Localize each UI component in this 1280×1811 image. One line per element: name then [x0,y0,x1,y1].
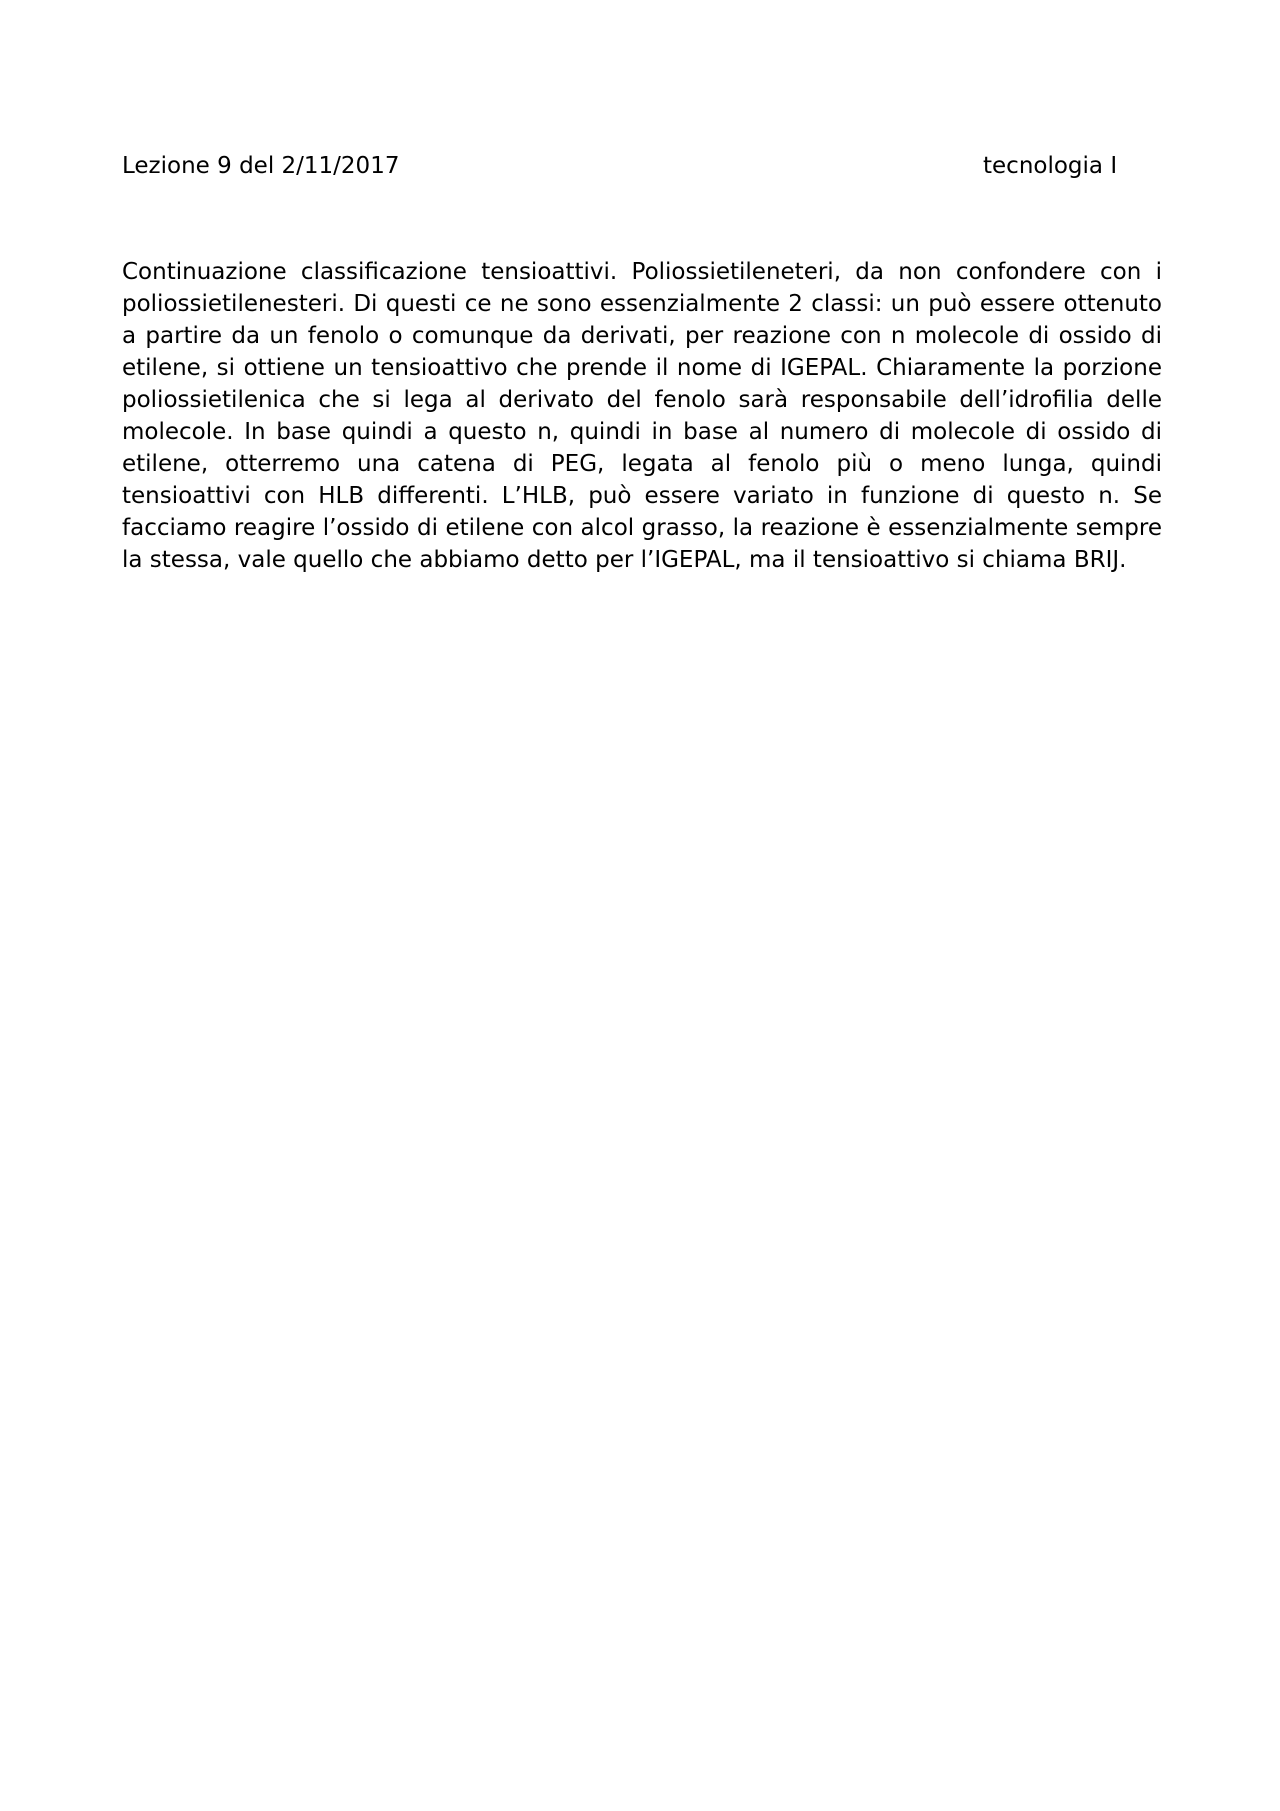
lesson-title: Lezione 9 del 2/11/2017 [122,153,400,179]
course-name: tecnologia I [983,153,1118,179]
body-paragraph: Continuazione classificazione tensioattivi. Poliossietileneteri, da non confondere con i poliossietilenesteri. Di questi ce ne sono essenzialmente 2 classi: un può essere ottenuto a partire da un fenolo o comunque da derivati, per reazione con n molecole di ossido di etilene, si ottiene un tensioattivo che prende il nome di IGEPAL. Chiaramente la porzione poliossietilenica che si lega al derivato del fenolo sarà responsabile dell’idrofilia delle molecole. In base quindi a questo n, quindi in base al numero di molecole di ossido di etilene, otterremo una catena di PEG, legata al fenolo più o meno lunga, quindi tensioattivi con HLB differenti. L’HLB, può essere variato in funzione di questo n. Se facciamo reagire l’ossido di etilene con alcol grasso, la reazione è essenzialmente sempre la stessa, vale quello che abbiamo detto per l’IGEPAL, ma il tensioattivo si chiama BRIJ. [122,259,1162,573]
page-header [122,150,1122,182]
